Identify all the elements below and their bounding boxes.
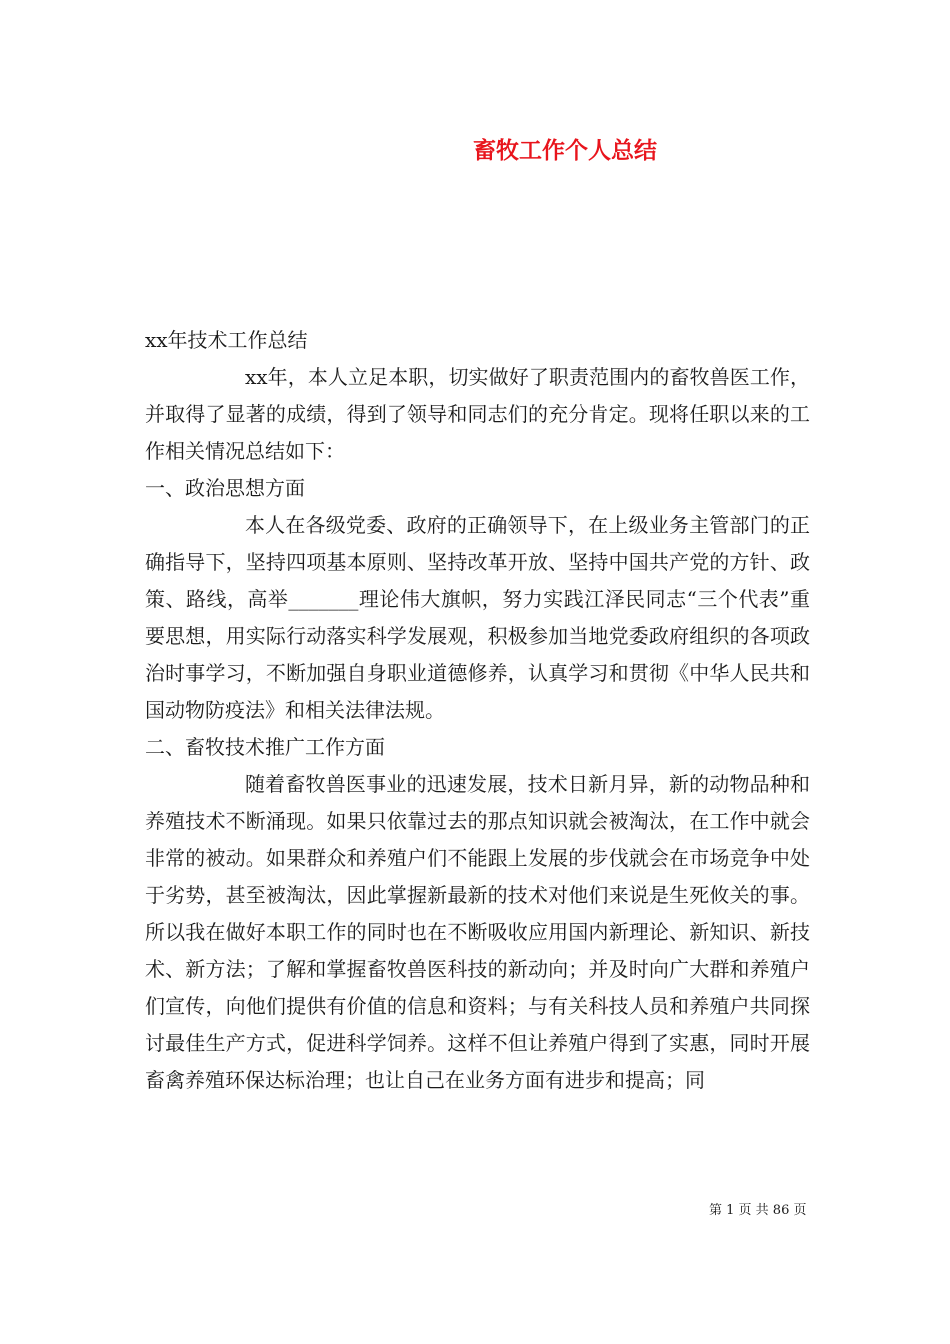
section-paragraph-technology: 随着畜牧兽医事业的迅速发展，技术日新月异，新的动物品种和养殖技术不断涌现。如果只依靠过去的那点知识就会被淘汰，在工作中就会非常的被动。如果群众和养殖户们不能跟上发展的步伐就会在市场竞争中处于劣势，甚至被淘汰，因此掌握新最新的技术对他们来说是生死攸关的事。所以我在做好本职工作的同时也在不断吸收应用国内新理论、新知识、新技术、新方法；了解和掌握畜牧兽医科技的新动向；并及时向广大群和养殖户们宣传，向他们提供有价值的信息和资料；与有关科技人员和养殖户共同探讨最佳生产方式，促进科学饲养。这样不但让养殖户得到了实惠，同时开展畜禽养殖环保达标治理；也让自己在业务方面有进步和提高；同 <box>145 772 810 1092</box>
page-number-footer: 第 1 页 共 86 页 <box>709 1203 807 1218</box>
intro-paragraph: xx年，本人立足本职，切实做好了职责范围内的畜牧兽医工作，并取得了显著的成绩，得到了领导和同志们的充分肯定。现将任职以来的工作相关情况总结如下： <box>145 365 810 463</box>
document-body <box>145 322 810 1099</box>
document-title: 畜牧工作个人总结 <box>473 138 657 164</box>
section-heading-technology: 二、畜牧技术推广工作方面 <box>145 735 385 759</box>
section-paragraph-political: 本人在各级党委、政府的正确领导下，在上级业务主管部门的正确指导下，坚持四项基本原则、坚持改革开放、坚持中国共产党的方针、政策、路线，高举_______理论伟大旗帜，努力实践江泽民同志“三个代表”重要思想，用实际行动落实科学发展观，积极参加当地党委政府组织的各项政治时事学习，不断加强自身职业道德修养，认真学习和贯彻《中华人民共和国动物防疫法》和相关法律法规。 <box>145 513 810 722</box>
document-subtitle: xx年技术工作总结 <box>145 328 308 352</box>
section-heading-political: 一、政治思想方面 <box>145 476 305 500</box>
